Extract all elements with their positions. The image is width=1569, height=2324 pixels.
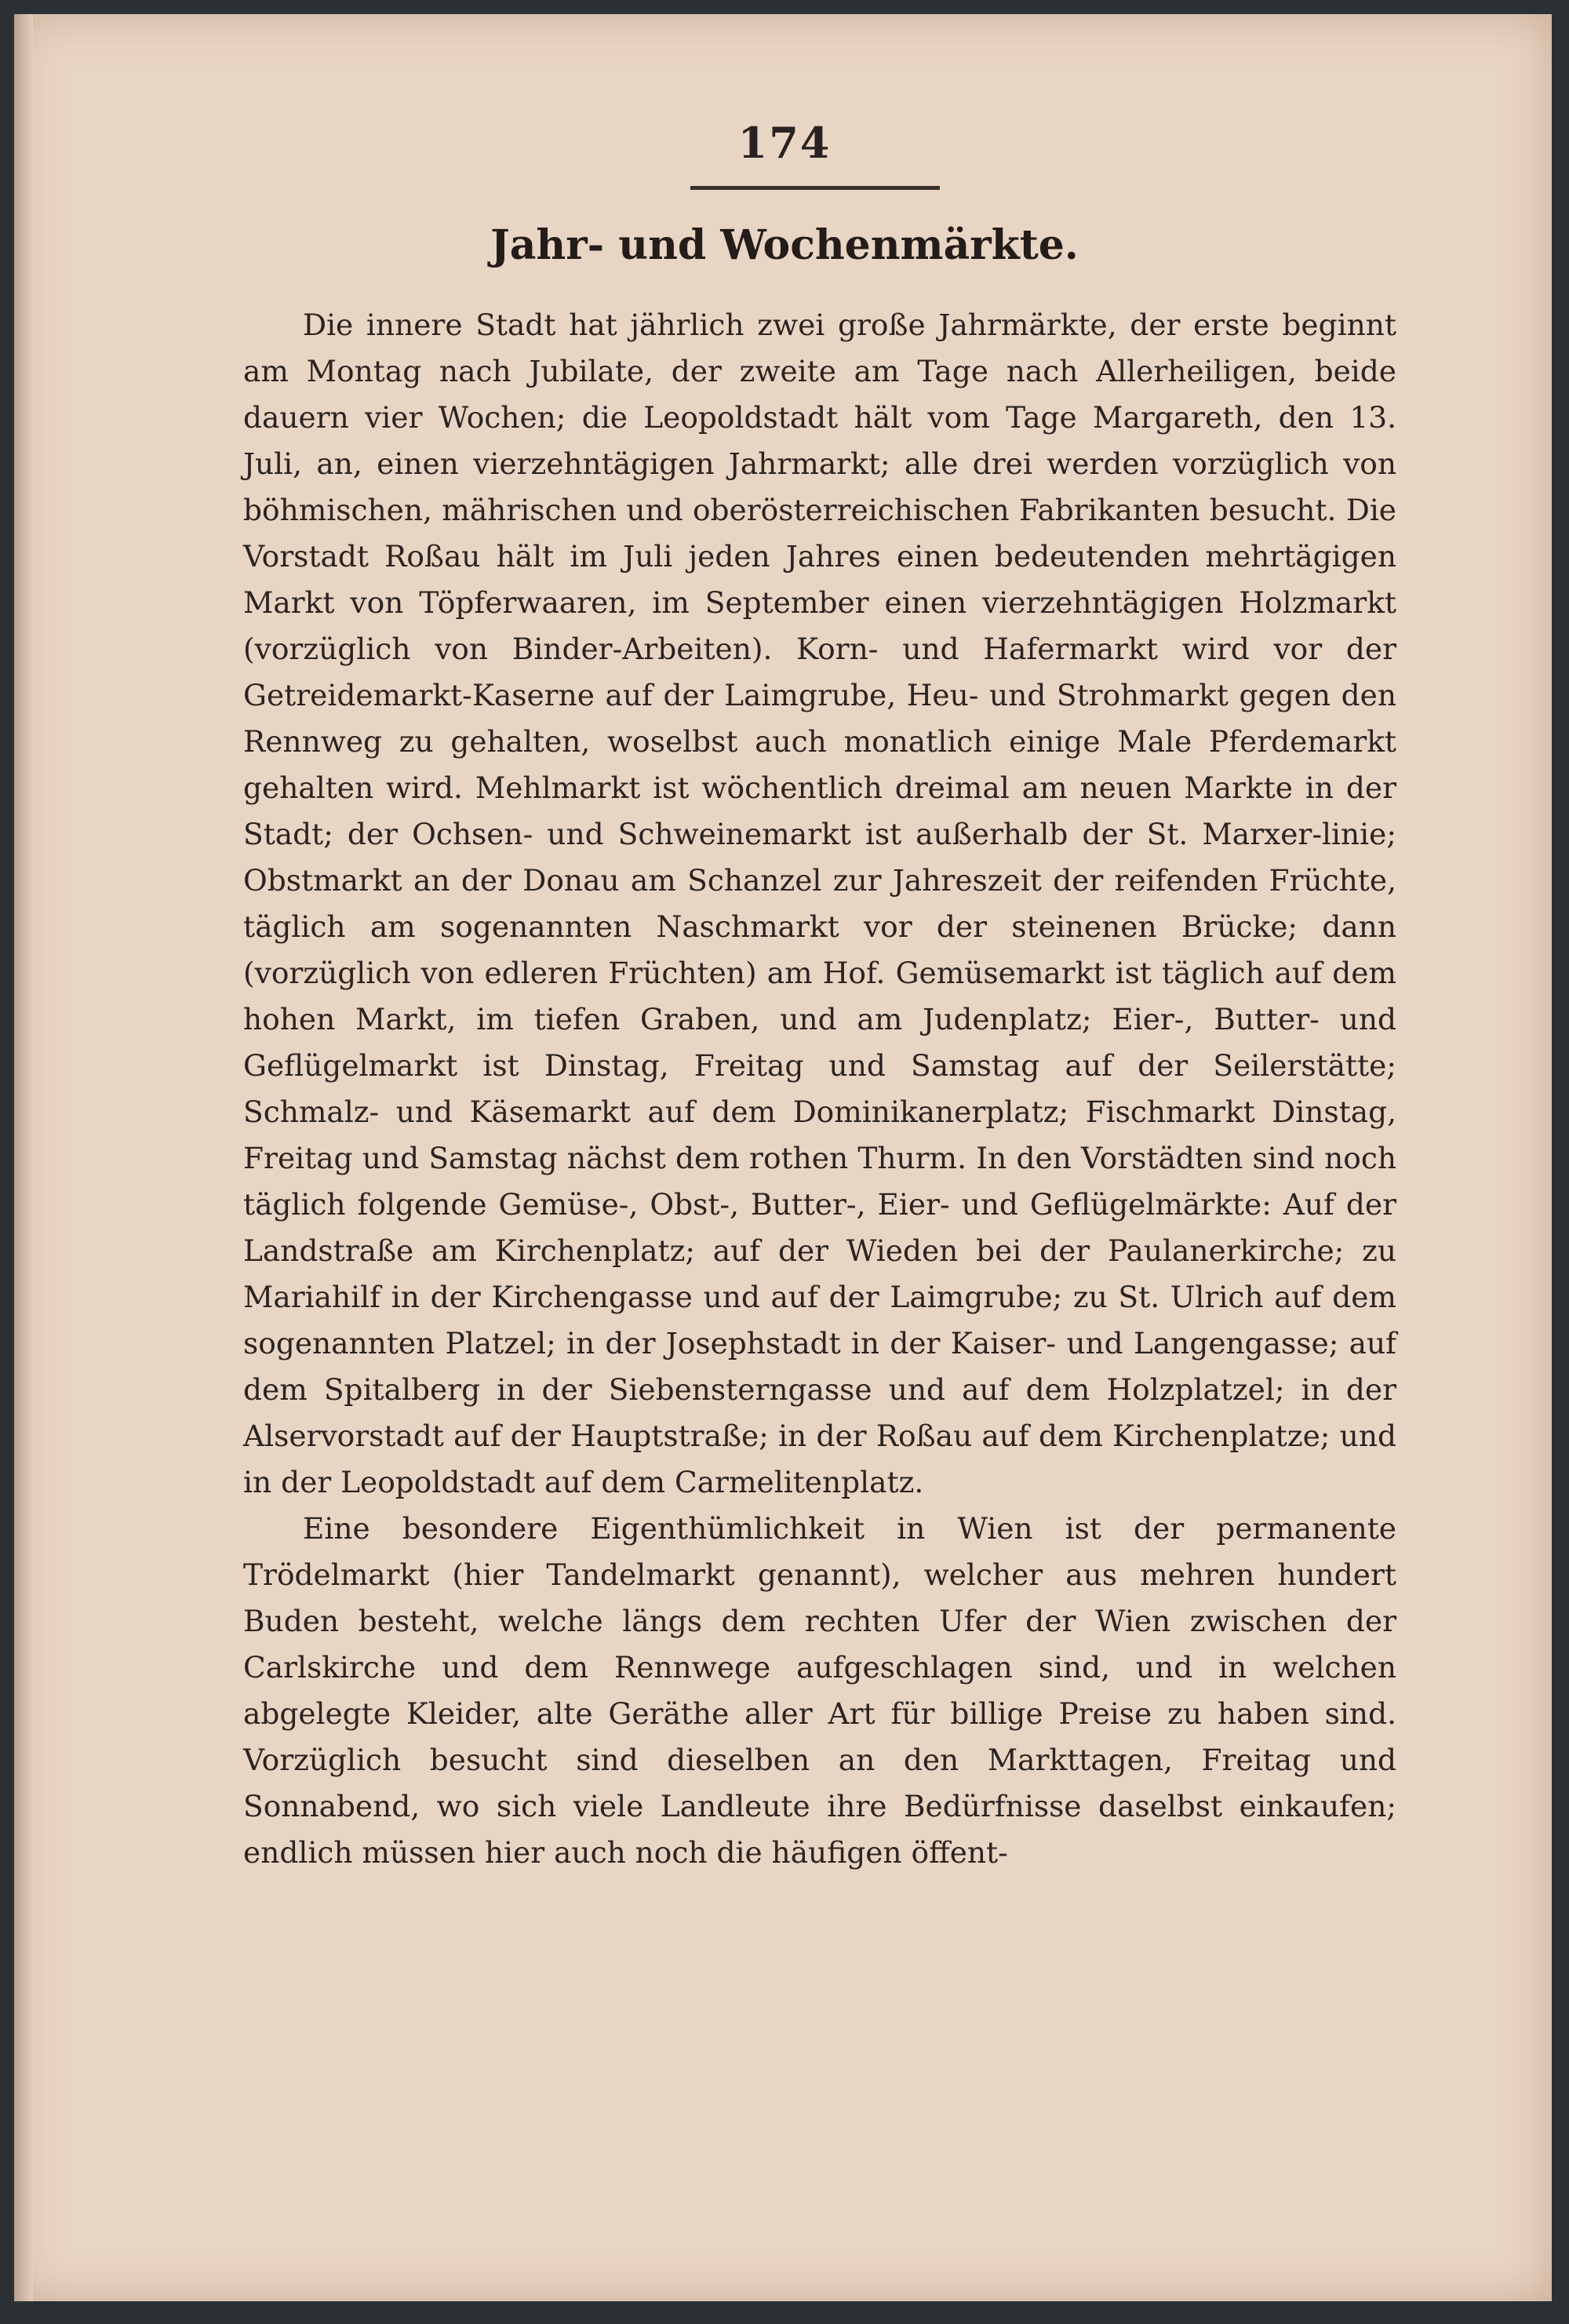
paragraph-troedelmarkt: Eine besondere Eigenthümlichkeit in Wien ist der permanente Trödelmarkt (hier Tandelmarkt genannt), welcher aus mehren hundert Buden besteht, welche längs dem rechten Ufer der Wien zwischen der Carlskirche und dem Rennwege aufgeschlagen sind, und in welchen abgelegte Kleider, alte Geräthe aller Art für billige Preise zu haben sind. Vorzüglich besucht sind dieselben an den Markttagen, Freitag und Sonnabend, wo sich viele Landleute ihre Bedürfnisse daselbst einkaufen; endlich müssen hier auch noch die häufigen öffent- [243,1511,1396,1870]
page-header [0,118,1569,168]
page-number: 174 [737,118,832,168]
page-edge [14,14,33,2301]
body-text [243,302,1396,1876]
section-title: Jahr- und Wochenmärkte. [490,221,1079,269]
paragraph-markets: Die innere Stadt hat jährlich zwei große Jahrmärkte, der erste beginnt am Montag nach Jubilate, der zweite am Tage nach Allerheiligen, beide dauern vier Wochen; die Leopoldstadt hält vom Tage Margareth, den 13. Juli, an, einen vierzehntägigen Jahrmarkt; alle drei werden vorzüglich von böhmischen, mährischen und oberösterreichischen Fabrikanten besucht. Die Vorstadt Roßau hält im Juli jeden Jahres einen bedeutenden mehrtägigen Markt von Töpferwaaren, im September einen vierzehntägigen Holzmarkt (vorzüglich von Binder-Arbeiten). Korn- und Hafermarkt wird vor der Getreidemarkt-Kaserne auf der Laimgrube, Heu- und Strohmarkt gegen den Rennweg zu gehalten, woselbst auch monatlich einige Male Pferdemarkt gehalten wird. Mehlmarkt ist wöchentlich dreimal am neuen Markte in der Stadt; der Ochsen- und Schweinemarkt ist außerhalb der St. Marxer-linie; Obstmarkt an der Donau am Schanzel zur Jahreszeit der reifenden Früchte, täglich am sogenannten Naschmarkt vor der steinenen Brücke; dann (vorzüglich von edleren Früchten) am Hof. Gemüsemarkt ist täglich auf dem hohen Markt, im tiefen Graben, und am Judenplatz; Eier-, Butter- und Geflügelmarkt ist Dinstag, Freitag und Samstag auf der Seilerstätte; Schmalz- und Käsemarkt auf dem Dominikanerplatz; Fischmarkt Dinstag, Freitag und Samstag nächst dem rothen Thurm. In den Vorstädten sind noch täglich folgende Gemüse-, Obst-, Butter-, Eier- und Geflügelmärkte: Auf der Landstraße am Kirchenplatz; auf der Wieden bei der Paulanerkirche; zu Mariahilf in der Kirchengasse und auf der Laimgrube; zu St. Ulrich auf dem sogenannten Platzel; in der Josephstadt in der Kaiser- und Langengasse; auf dem Spitalberg in der Siebensterngasse und auf dem Holzplatzel; in der Alservorstadt auf der Hauptstraße; in der Roßau auf dem Kirchenplatze; und in der Leopoldstadt auf dem Carmelitenplatz. [243,308,1396,1499]
header-rule [690,186,940,190]
